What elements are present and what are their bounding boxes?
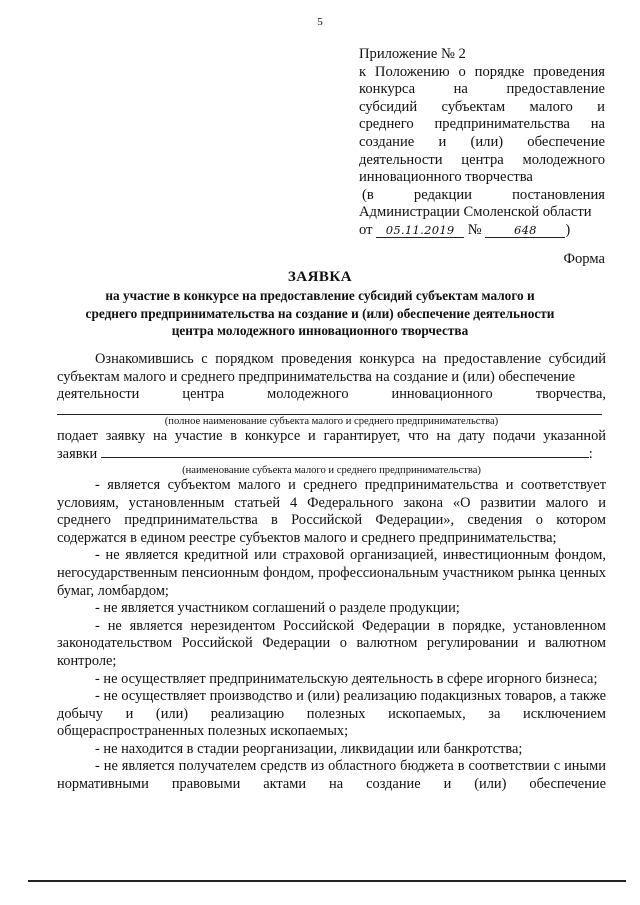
form-label: Форма [563,251,605,267]
document-subtitle-line: среднего предпринимательства на создание и (или) обеспечение деятельности [85,305,555,321]
intro-last-line: деятельности центра молодежного инновационного творчества, [57,386,606,403]
number-value: 648 [513,222,537,237]
appendix-block [359,46,605,240]
applicant-name-line [57,408,602,415]
appendix-line: конкурса на предоставление [359,81,605,98]
page-number: 5 [317,16,323,28]
appendix-line: к Положению о порядке проведения [359,63,605,80]
appendix-line: среднего предпринимательства на [359,116,605,133]
field-caption: (полное наименование субъекта малого и среднего предпринимательства) [164,415,499,427]
number-field [485,224,565,238]
list-item: - не находится в стадии реорганизации, ликвидации или банкротства; [95,740,523,757]
appendix-line: деятельности центра молодежного [359,151,605,168]
applicant-line-row [57,445,606,464]
list-item: - является субъектом малого и среднего предпринимательства и соответствует условиям, установленным статьей 4 Федерального закона «О развитии малого и среднего предпринимательства в Российской Федерации», сведения о котором содержатся в едином реестре субъектов малого и среднего предпринимательства; [57,476,606,546]
field-caption: (наименование субъекта малого и среднего предпринимательства) [182,464,481,476]
number-prefix: № [467,221,482,238]
title-block [40,267,600,340]
list-item: - не является участником соглашений о разделе продукции; [95,600,460,617]
list-item: - не является получателем средств из областного бюджета в соответствии с иными нормативными правовыми актами на создание и (или) обеспечение [57,758,606,793]
bottom-rule [28,880,626,882]
list-item: - не является кредитной или страховой организацией, инвестиционным фондом, негосударственным пенсионным фондом, профессиональным участником рынка ценных бумаг, ломбардом; [57,547,606,599]
date-field [376,224,464,238]
list-item: - не осуществляет производство и (или) реализацию подакцизных товаров, а также добычу и (или) реализацию полезных ископаемых, за исключением общераспространенных полезных ископаемых; [57,688,606,740]
document-title: ЗАЯВКА [287,269,353,285]
intro-paragraph: Ознакомившись с порядком проведения конкурса на предоставление субсидий субъектам малого и среднего предпринимательства на создание и (или) обеспечение [57,351,606,385]
colon: : [588,446,593,463]
document-subtitle-line: центра молодежного инновационного творчества [171,323,469,338]
application-word: заявки [57,446,98,463]
applicant-short-name-line [101,445,589,458]
date-prefix: от [359,221,373,238]
appendix-line: инновационного творчества [359,169,533,186]
appendix-line: Администрации Смоленской области [359,204,592,221]
date-value: 05.11.2019 [385,222,455,237]
list-item: - не является нерезидентом Российской Федерации в порядке, установленном законодательством Российской Федерации о валютном регулировании и валютном контроле; [57,617,606,669]
date-suffix: ) [565,221,571,238]
appendix-title: Приложение № 2 [359,46,466,62]
paragraph-line: подает заявку на участие в конкурсе и гарантирует, что на дату подачи указанной [57,427,606,444]
appendix-line: создание и (или) обеспечение [359,133,605,150]
document-body [57,351,606,794]
appendix-line: субсидий субъектам малого и [359,98,605,115]
appendix-date-line [359,222,605,240]
list-item: - не осуществляет предпринимательскую деятельность в сфере игорного бизнеса; [95,670,598,687]
document-subtitle-line: на участие в конкурсе на предоставление субсидий субъектам малого и [105,288,535,303]
appendix-line: (в редакции постановления [362,186,605,203]
